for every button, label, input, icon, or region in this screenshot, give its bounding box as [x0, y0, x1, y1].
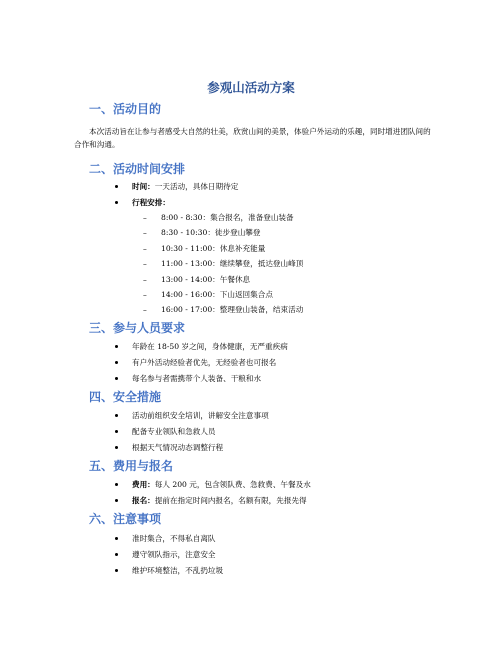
section-heading-schedule: 二、活动时间安排	[89, 162, 186, 176]
dash-icon: –	[143, 290, 147, 299]
schedule-text: 14:00 - 16:00：下山返回集合点	[161, 290, 273, 299]
bullet-icon	[115, 537, 118, 540]
bullet-icon	[115, 377, 118, 380]
item-label: 费用：	[132, 480, 155, 489]
bullet-icon	[115, 185, 118, 188]
section-heading-safety: 四、安全措施	[89, 390, 162, 404]
schedule-text: 8:30 - 10:30：徒步登山攀登	[161, 228, 261, 237]
dash-icon: –	[143, 228, 147, 237]
item-label: 行程安排：	[132, 198, 170, 207]
dash-icon: –	[143, 244, 147, 253]
item-text: 遵守领队指示，注意安全	[132, 550, 216, 559]
bullet-icon	[115, 430, 118, 433]
section-heading-requirements: 三、参与人员要求	[89, 321, 186, 335]
item-label: 时间：	[132, 182, 155, 191]
schedule-text: 10:30 - 11:00：休息补充能量	[161, 244, 266, 253]
section-heading-purpose: 一、活动目的	[89, 102, 162, 116]
bullet-icon	[115, 345, 118, 348]
purpose-paragraph: 本次活动旨在让参与者感受大自然的壮美，欣赏山间的美景，体验户外运动的乐趣，同时增进团队间的合作和沟通。	[74, 127, 431, 149]
bullet-icon	[115, 483, 118, 486]
item-text: 根据天气情况动态调整行程	[132, 443, 224, 452]
bullet-icon	[115, 361, 118, 364]
item-text: 准时集合，不得私自离队	[132, 534, 216, 543]
bullet-icon	[115, 553, 118, 556]
schedule-text: 13:00 - 14:00：午餐休息	[161, 275, 251, 284]
section-heading-fees: 五、费用与报名	[89, 459, 174, 473]
bullet-icon	[115, 499, 118, 502]
item-text: 每名参与者需携带个人装备、干粮和水	[132, 374, 262, 383]
item-label: 报名：	[132, 496, 155, 505]
bullet-icon	[115, 414, 118, 417]
section-heading-notes: 六、注意事项	[89, 512, 162, 526]
item-text: 维护环境整洁，不乱扔垃圾	[132, 566, 224, 575]
schedule-text: 16:00 - 17:00：整理登山装备，结束活动	[161, 305, 304, 314]
bullet-icon	[115, 569, 118, 572]
dash-icon: –	[143, 213, 147, 222]
item-text: 配备专业领队和急救人员	[132, 427, 216, 436]
item-text: 活动前组织安全培训，讲解安全注意事项	[132, 411, 269, 420]
item-text: 一天活动，具体日期待定	[154, 182, 239, 191]
dash-icon: –	[143, 305, 147, 314]
bullet-icon	[115, 201, 118, 204]
bullet-icon	[115, 446, 118, 449]
dash-icon: –	[143, 275, 147, 284]
item-text: 有户外活动经验者优先，无经验者也可报名	[132, 358, 277, 367]
schedule-text: 11:00 - 13:00：继续攀登，抵达登山峰顶	[161, 259, 304, 268]
item-text: 提前在指定时间内报名，名额有限，先报先得	[154, 496, 307, 505]
item-text: 每人 200 元，包含领队费、急救费、午餐及水	[154, 480, 311, 489]
item-text: 年龄在 18-50 岁之间，身体健康，无严重疾病	[132, 342, 288, 351]
document-title: 参观山活动方案	[207, 80, 295, 95]
dash-icon: –	[143, 259, 147, 268]
schedule-text: 8:00 - 8:30：集合报名，准备登山装备	[161, 213, 294, 222]
